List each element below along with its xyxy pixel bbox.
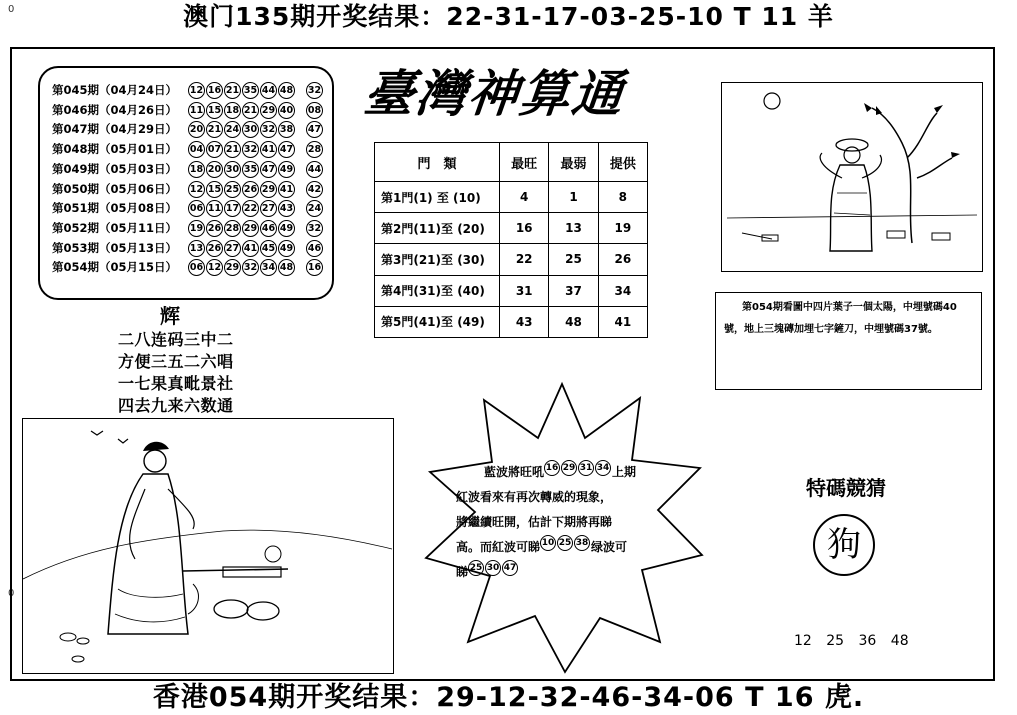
gate-cell: 第4門(31)至 (40) (375, 275, 500, 306)
table-row (375, 182, 648, 213)
history-row (52, 140, 328, 159)
analysis-line: 將繼續旺開，估計下期將再睇 (456, 515, 613, 529)
number-ball: 41 (242, 240, 259, 257)
number-ball: 49 (278, 220, 295, 237)
table-row (375, 244, 648, 275)
margin-mark-top: 0 (8, 4, 15, 15)
number-ball: 32 (260, 121, 277, 138)
min-cell: 37 (549, 275, 598, 306)
lady-illustration (22, 418, 394, 674)
winning-numbers (188, 240, 296, 259)
max-cell: 4 (500, 182, 549, 213)
special-number-ball: 16 (306, 259, 323, 276)
number-ball: 20 (206, 161, 223, 178)
number-ball: 48 (278, 82, 295, 99)
number-ball: 15 (206, 102, 223, 119)
special-number-ball: 24 (306, 200, 323, 217)
number-ball: 31 (578, 460, 594, 476)
number-ball: 29 (242, 220, 259, 237)
analysis-text: 睇 (456, 565, 469, 579)
max-cell: 43 (500, 306, 549, 337)
number-ball: 18 (224, 102, 241, 119)
number-ball: 38 (574, 535, 590, 551)
history-row (52, 160, 328, 179)
history-row (52, 239, 328, 258)
number-ball: 21 (224, 141, 241, 158)
number-ball: 47 (502, 560, 518, 576)
number-ball: 29 (224, 259, 241, 276)
max-cell: 22 (500, 244, 549, 275)
number-ball: 34 (595, 460, 611, 476)
analysis-text: 高。而紅波可睇 (456, 540, 541, 554)
number-ball: 27 (260, 200, 277, 217)
draw-period-label: 第050期（05月06日） (52, 181, 178, 196)
number-ball: 12 (188, 82, 205, 99)
history-row (52, 101, 328, 120)
draw-period-label: 第047期（04月29日） (52, 122, 178, 137)
wave-analysis-text (456, 460, 676, 585)
poem-title: 辉 (160, 304, 180, 328)
number-ball: 18 (188, 161, 205, 178)
draw-period-label: 第052期（05月11日） (52, 220, 178, 235)
number-ball: 11 (206, 200, 223, 217)
number-ball: 49 (278, 240, 295, 257)
number-ball: 26 (206, 220, 223, 237)
history-row (52, 219, 328, 238)
number-ball: 49 (278, 161, 295, 178)
special-number-ball: 47 (306, 121, 323, 138)
number-ball: 17 (224, 200, 241, 217)
column-header: 最旺 (500, 143, 549, 182)
number-ball: 44 (260, 82, 277, 99)
winning-numbers (188, 102, 296, 121)
number-ball: 12 (206, 259, 223, 276)
special-number-ball: 44 (306, 161, 323, 178)
winning-numbers (188, 121, 296, 140)
analysis-line (456, 535, 676, 560)
gate-cell: 第5門(41)至 (49) (375, 306, 500, 337)
number-ball: 24 (224, 121, 241, 138)
analysis-line: 紅波看來有再次轉威的現象， (456, 490, 613, 504)
ball-group (468, 565, 519, 579)
analysis-line (456, 460, 676, 485)
provide-cell: 19 (598, 213, 647, 244)
number-ball: 27 (224, 240, 241, 257)
max-cell: 31 (500, 275, 549, 306)
special-number-ball: 42 (306, 181, 323, 198)
number-ball: 29 (561, 460, 577, 476)
provide-cell: 41 (598, 306, 647, 337)
provide-cell: 26 (598, 244, 647, 275)
number-ball: 29 (260, 102, 277, 119)
number-ball: 32 (242, 259, 259, 276)
number-ball: 38 (278, 121, 295, 138)
hint-note: 第054期看圖中四片葉子一個太陽，中埋號碼40號，地上三塊磚加埋七字鏟刀，中埋號碼37號。 (715, 292, 982, 390)
analysis-text: 藍波將旺吼 (484, 465, 545, 479)
number-ball: 35 (242, 161, 259, 178)
number-ball: 13 (188, 240, 205, 257)
history-row (52, 81, 328, 100)
ball-group (540, 540, 591, 554)
macau-result-banner: 澳门135期开奖结果：22-31-17-03-25-10 T 11 羊 (183, 2, 834, 31)
history-row (52, 120, 328, 139)
number-ball: 21 (224, 82, 241, 99)
min-cell: 13 (549, 213, 598, 244)
history-row (52, 258, 328, 277)
number-ball: 34 (260, 259, 277, 276)
min-cell: 25 (549, 244, 598, 275)
number-ball: 32 (242, 141, 259, 158)
number-ball: 26 (242, 181, 259, 198)
special-number-ball: 32 (306, 220, 323, 237)
lady-drawing (23, 419, 392, 672)
number-ball: 30 (485, 560, 501, 576)
number-ball: 20 (188, 121, 205, 138)
min-cell: 1 (549, 182, 598, 213)
draw-period-label: 第046期（04月26日） (52, 102, 178, 117)
gate-cell: 第1門(1) 至 (10) (375, 182, 500, 213)
column-header: 提供 (598, 143, 647, 182)
history-row (52, 199, 328, 218)
number-ball: 41 (260, 141, 277, 158)
number-ball: 16 (544, 460, 560, 476)
table-header-row (375, 143, 648, 182)
scholar-drawing (722, 83, 981, 270)
draw-period-label: 第053期（05月13日） (52, 240, 178, 255)
poem-line: 二八连码三中二 (118, 330, 234, 349)
draw-period-label: 第045期（04月24日） (52, 83, 178, 97)
number-ball: 12 (188, 181, 205, 198)
special-guess-title: 特碼競猜 (806, 476, 886, 500)
gate-cell: 第3門(21)至 (30) (375, 244, 500, 275)
number-ball: 30 (242, 121, 259, 138)
number-ball: 25 (224, 181, 241, 198)
hongkong-result-banner: 香港054期开奖结果：29-12-32-46-34-06 T 16 虎. (152, 682, 865, 713)
provide-cell: 8 (598, 182, 647, 213)
draw-period-label: 第048期（05月01日） (52, 142, 178, 157)
gate-cell: 第2門(11)至 (20) (375, 213, 500, 244)
history-results-box (38, 66, 334, 300)
gate-stats-table (374, 142, 648, 338)
winning-numbers (188, 181, 296, 200)
winning-numbers (188, 161, 296, 180)
number-ball: 11 (188, 102, 205, 119)
table-row (375, 213, 648, 244)
number-ball: 35 (242, 82, 259, 99)
number-ball: 25 (557, 535, 573, 551)
zodiac-guess-circle: 狗 (813, 514, 875, 576)
number-ball: 21 (206, 121, 223, 138)
number-ball: 19 (188, 220, 205, 237)
analysis-text: 上期 (612, 465, 637, 479)
main-title: 臺灣神算通 (360, 64, 628, 123)
analysis-line (456, 560, 676, 585)
number-ball: 45 (260, 240, 277, 257)
draw-period-label: 第054期（05月15日） (52, 260, 178, 275)
ball-group (544, 465, 612, 479)
number-ball: 10 (540, 535, 556, 551)
special-number-ball: 28 (306, 141, 323, 158)
number-ball: 48 (278, 259, 295, 276)
number-ball: 41 (278, 181, 295, 198)
number-ball: 21 (242, 102, 259, 119)
table-row (375, 306, 648, 337)
number-ball: 43 (278, 200, 295, 217)
poem-line: 一七果真毗景社 (118, 374, 234, 393)
draw-period-label: 第049期（05月03日） (52, 161, 178, 176)
number-ball: 46 (260, 220, 277, 237)
winning-numbers (188, 82, 296, 101)
winning-numbers (188, 200, 296, 219)
number-ball: 40 (278, 102, 295, 119)
special-number-ball: 46 (306, 240, 323, 257)
history-row (52, 180, 328, 199)
number-ball: 15 (206, 181, 223, 198)
table-row (375, 275, 648, 306)
number-ball: 22 (242, 200, 259, 217)
scholar-illustration (721, 82, 983, 272)
margin-mark-bottom: 0 (8, 588, 15, 599)
special-number-ball: 32 (306, 82, 323, 99)
number-ball: 47 (260, 161, 277, 178)
number-ball: 29 (260, 181, 277, 198)
poem-line: 四去九来六数通 (118, 396, 234, 415)
number-ball: 06 (188, 200, 205, 217)
winning-numbers (188, 141, 296, 160)
special-number-ball: 08 (306, 102, 323, 119)
column-header: 門 類 (375, 143, 500, 182)
number-ball: 06 (188, 259, 205, 276)
number-ball: 04 (188, 141, 205, 158)
number-ball: 28 (224, 220, 241, 237)
number-ball: 26 (206, 240, 223, 257)
number-ball: 07 (206, 141, 223, 158)
number-ball: 25 (468, 560, 484, 576)
poem-line: 方便三五二六唱 (118, 352, 234, 371)
winning-numbers (188, 259, 296, 278)
provide-cell: 34 (598, 275, 647, 306)
winning-numbers (188, 220, 296, 239)
min-cell: 48 (549, 306, 598, 337)
analysis-text: 绿波可 (591, 540, 628, 554)
number-ball: 47 (278, 141, 295, 158)
draw-period-label: 第051期（05月08日） (52, 201, 178, 216)
max-cell: 16 (500, 213, 549, 244)
column-header: 最弱 (549, 143, 598, 182)
number-ball: 16 (206, 82, 223, 99)
number-ball: 30 (224, 161, 241, 178)
guess-numbers: 12 25 36 48 (794, 633, 909, 649)
